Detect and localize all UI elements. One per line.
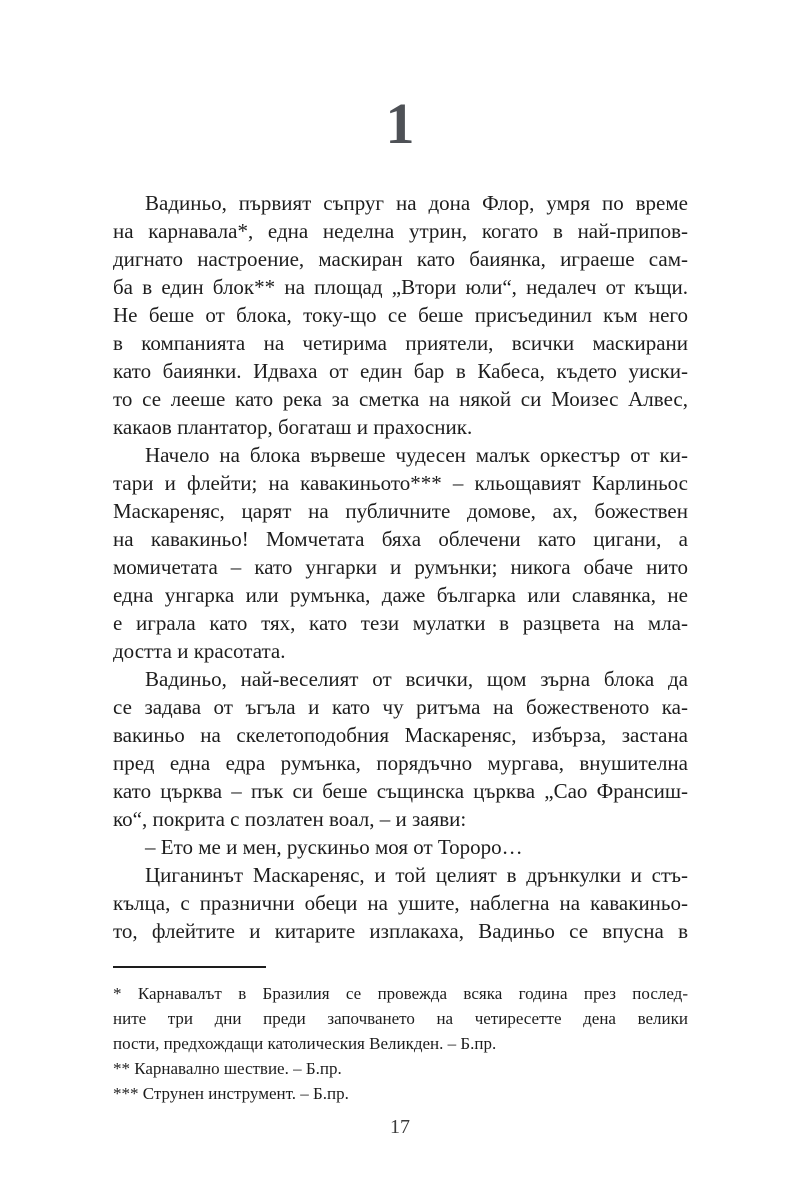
footnote-separator — [113, 966, 266, 968]
paragraph — [113, 665, 688, 833]
text-line: ко“, покрита с позлатен воал, – и заяви: — [113, 807, 467, 831]
text-line: то се лееше като река за сметка на някой си Моизес Алвес, — [113, 387, 688, 411]
text-line: момичетата – като унгарки и румънки; никога обаче нито — [113, 555, 688, 579]
footnote-line: ** Карнавално шествие. – Б.пр. — [113, 1059, 342, 1078]
text-line: тари и флейти; на кавакиньото*** – кльощавият Карлиньос — [113, 471, 688, 495]
text-line: на карнавала*, една неделна утрин, когато в най-припов- — [113, 219, 688, 243]
text-line: в компанията на четирима приятели, всички маскирани — [113, 331, 688, 355]
text-line: Вадиньо, първият съпруг на дона Флор, умря по време — [145, 191, 688, 215]
text-line: то, флейтите и китарите изплакаха, Вадиньо се впусна в — [113, 919, 688, 943]
footnote — [113, 1081, 688, 1106]
paragraph — [113, 441, 688, 665]
chapter-heading: 1 — [385, 91, 415, 156]
page-number: 17 — [390, 1116, 410, 1138]
body-text — [113, 189, 688, 945]
footnote — [113, 981, 688, 1056]
text-line: една унгарка или румънка, даже българка или славянка, не — [113, 583, 688, 607]
footnote-line: * Карнавалът в Бразилия се провежда всяка година през послед- — [113, 984, 688, 1003]
text-line: пред една едра румънка, порядъчно мургава, внушителна — [113, 751, 688, 775]
footnotes — [113, 981, 688, 1106]
text-line: Не беше от блока, току-що се беше присъединил към него — [113, 303, 688, 327]
footnote-line: *** Струнен инструмент. – Б.пр. — [113, 1084, 349, 1103]
text-line: ба в един блок** на площад „Втори юли“, недалеч от къщи. — [113, 275, 688, 299]
text-line: като баиянки. Идваха от един бар в Кабеса, където уиски- — [113, 359, 688, 383]
footnote-line: ните три дни преди започването на четиресетте дена велики — [113, 1009, 688, 1028]
text-line: Маскареняс, царят на публичните домове, ах, божествен — [113, 499, 688, 523]
text-line: дигнато настроение, маскиран като баиянка, играеше сам- — [113, 247, 688, 271]
text-line: Начело на блока вървеше чудесен малък оркестър от ки- — [145, 443, 688, 467]
text-line: – Ето ме и мен, рускиньо моя от Тороро… — [145, 835, 523, 859]
paragraph — [113, 833, 688, 861]
text-line: Вадиньо, най-веселият от всички, щом зърна блока да — [145, 667, 688, 691]
paragraph — [113, 861, 688, 945]
text-line: достта и красотата. — [113, 639, 286, 663]
text-line: кълца, с празнични обеци на ушите, наблегна на кавакиньо- — [113, 891, 688, 915]
footnote-line: пости, предхождащи католическия Великден. – Б.пр. — [113, 1034, 497, 1053]
footnote — [113, 1056, 688, 1081]
text-line: е играла като тях, като тези мулатки в разцвета на мла- — [113, 611, 688, 635]
text-line: Циганинът Маскареняс, и той целият в дрънкулки и стъ- — [145, 863, 688, 887]
text-line: като църква – пък си беше същинска църква „Сао Франсиш- — [113, 779, 688, 803]
text-line: вакиньо на скелетоподобния Маскареняс, избърза, застана — [113, 723, 688, 747]
text-line: се задава от ъгъла и като чу ритъма на божественото ка- — [113, 695, 688, 719]
paragraph — [113, 189, 688, 441]
text-line: на кавакиньо! Момчетата бяха облечени като цигани, а — [113, 527, 688, 551]
text-line: какаов плантатор, богаташ и прахосник. — [113, 415, 473, 439]
